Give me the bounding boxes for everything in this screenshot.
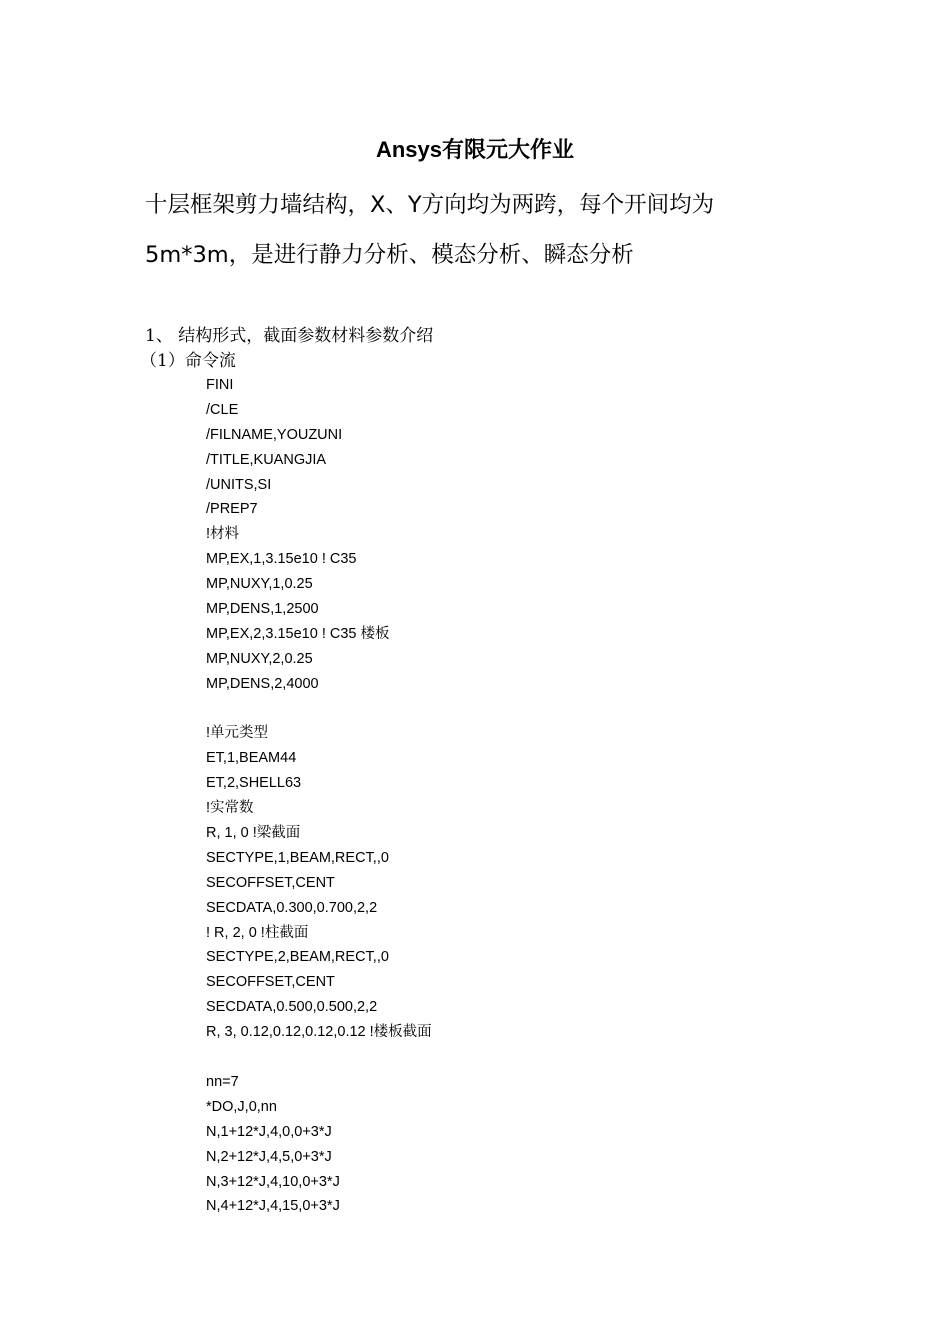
code-line: SECOFFSET,CENT <box>206 874 335 891</box>
code-line: /PREP7 <box>206 501 258 518</box>
subtitle-line-2: 5m*3m，是进行静力分析、模态分析、瞬态分析 <box>145 242 634 268</box>
command-stream <box>206 373 432 1219</box>
code-line: ET,2,SHELL63 <box>206 775 302 792</box>
subtitle-line-1: 十层框架剪力墙结构，X、Y方向均为两跨，每个开间均为 <box>145 192 715 218</box>
code-line: /CLE <box>206 401 239 418</box>
code-line: FINI <box>206 377 234 393</box>
code-line: nn=7 <box>206 1073 239 1090</box>
code-line: SECTYPE,1,BEAM,RECT,,0 <box>206 849 389 866</box>
code-line: SECTYPE,2,BEAM,RECT,,0 <box>206 949 389 966</box>
section-heading: 1、 结构形式，截面参数材料参数介绍 <box>145 326 434 346</box>
code-line: *DO,J,0,nn <box>206 1098 277 1115</box>
code-line: ET,1,BEAM44 <box>206 750 297 767</box>
code-line: R, 3, 0.12,0.12,0.12,0.12 !楼板截面 <box>206 1024 432 1041</box>
code-line: ! R, 2, 0 !柱截面 <box>206 924 309 941</box>
code-line: MP,DENS,2,4000 <box>206 675 319 692</box>
code-line: MP,DENS,1,2500 <box>206 601 319 618</box>
code-line: /TITLE,KUANGJIA <box>206 451 327 468</box>
document-title: Ansys有限元大作业 <box>375 137 575 162</box>
code-line <box>206 1045 432 1070</box>
code-line: !实常数 <box>206 800 254 817</box>
code-line: /FILNAME,YOUZUNI <box>206 426 343 443</box>
code-line: MP,EX,2,3.15e10 ! C35 楼板 <box>206 625 390 642</box>
code-line: N,4+12*J,4,15,0+3*J <box>206 1198 340 1215</box>
code-line: MP,NUXY,2,0.25 <box>206 650 313 667</box>
code-line: MP,NUXY,1,0.25 <box>206 576 313 593</box>
code-line: N,1+12*J,4,0,0+3*J <box>206 1123 332 1140</box>
code-line: SECDATA,0.300,0.700,2,2 <box>206 899 378 916</box>
code-line: SECDATA,0.500,0.500,2,2 <box>206 999 378 1016</box>
code-line: !单元类型 <box>206 725 269 742</box>
section-subheading: （1）命令流 <box>140 351 236 371</box>
code-line: MP,EX,1,3.15e10 ! C35 <box>206 551 357 568</box>
code-line: SECOFFSET,CENT <box>206 974 335 991</box>
code-line: /UNITS,SI <box>206 476 272 493</box>
code-line <box>206 697 432 722</box>
code-line: !材料 <box>206 526 240 543</box>
code-line: R, 1, 0 !梁截面 <box>206 825 301 842</box>
code-line: N,2+12*J,4,5,0+3*J <box>206 1148 332 1165</box>
document-subtitle <box>145 180 815 280</box>
code-line: N,3+12*J,4,10,0+3*J <box>206 1173 340 1190</box>
